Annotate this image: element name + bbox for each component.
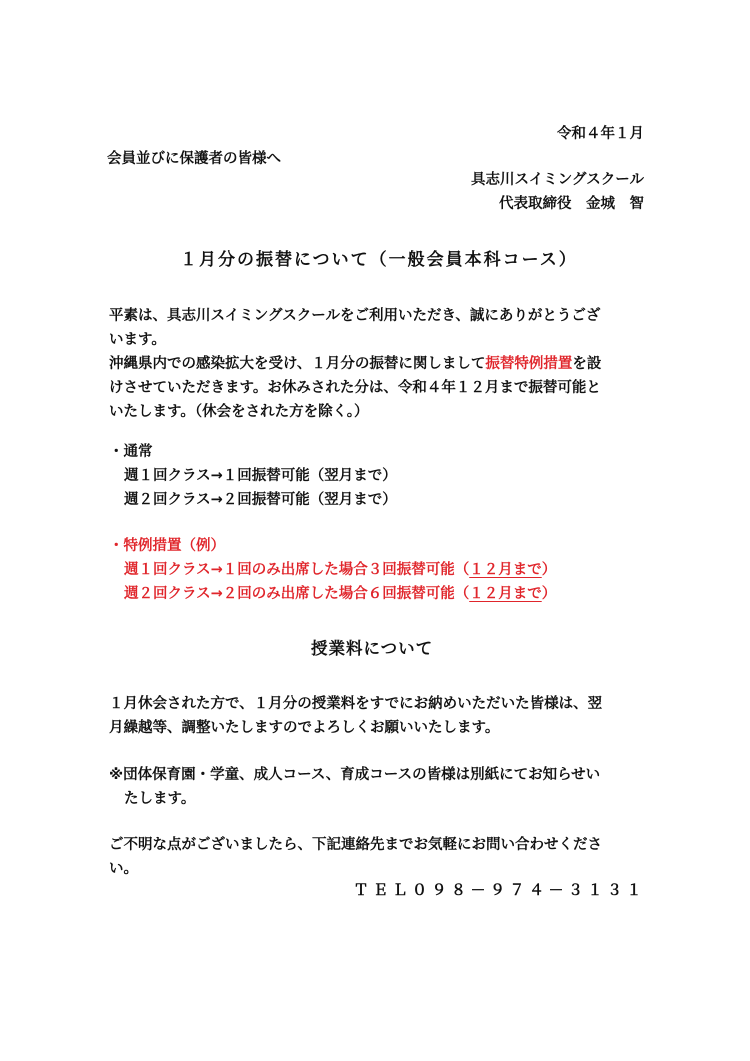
special-item-1-text: 週１回クラス→１回のみ出席した場合３回振替可能（ bbox=[124, 562, 470, 578]
recipient-line: 会員並びに保護者の皆様へ bbox=[107, 151, 281, 167]
contact-line-1: ご不明な点がございましたら、下記連絡先までお気軽にお問い合わせくださ bbox=[109, 837, 602, 853]
contact-line-2: い。 bbox=[109, 861, 138, 877]
special-measure-highlight: 振替特例措置 bbox=[485, 356, 573, 372]
normal-heading: ・通常 bbox=[109, 444, 153, 460]
intro-line-3-after: を設 bbox=[572, 356, 602, 372]
contact-telephone: ＴＥＬ０９８－９７４－３１３１ bbox=[353, 881, 646, 899]
intro-line-1: 平素は、具志川スイミングスクールをご利用いただき、誠にありがとうござ bbox=[109, 308, 601, 324]
normal-item-2: 週２回クラス→２回振替可能（翌月まで） bbox=[124, 492, 397, 508]
intro-line-4: けさせていただきます。お休みされた分は、令和４年１２月まで振替可能と bbox=[109, 380, 601, 396]
intro-line-3-before: 沖縄県内での感染拡大を受け、１月分の振替に関しまして bbox=[109, 356, 486, 372]
issue-date: 令和４年１月 bbox=[557, 126, 644, 142]
fee-title: 授業料について bbox=[311, 639, 434, 658]
special-item-2 bbox=[124, 584, 556, 604]
special-item-2-close: ） bbox=[541, 586, 557, 602]
note-line-1: ※団体保育園・学童、成人コース、育成コースの皆様は別紙にてお知らせい bbox=[109, 767, 601, 783]
special-item-2-deadline: １２月まで bbox=[469, 586, 542, 602]
organization-name: 具志川スイミングスクール bbox=[471, 172, 644, 188]
special-item-1-close: ） bbox=[541, 562, 557, 578]
special-item-2-text: 週２回クラス→２回のみ出席した場合６回振替可能（ bbox=[124, 586, 470, 602]
normal-item-1: 週１回クラス→１回振替可能（翌月まで） bbox=[124, 468, 397, 484]
special-item-1-deadline: １２月まで bbox=[469, 562, 542, 578]
note-line-2: たします。 bbox=[124, 791, 196, 807]
fee-line-1: １月休会された方で、１月分の授業料をすでにお納めいただいた皆様は、翌 bbox=[109, 696, 603, 712]
special-heading: ・特例措置（例） bbox=[109, 538, 225, 554]
intro-line-3 bbox=[109, 354, 601, 374]
notice-title: １月分の振替について（一般会員本科コース） bbox=[180, 250, 578, 270]
intro-line-5: いたします。（休会をされた方を除く。） bbox=[109, 404, 369, 420]
representative-name: 代表取締役 金城 智 bbox=[499, 196, 644, 212]
fee-line-2: 月繰越等、調整いたしますのでよろしくお願いいたします。 bbox=[109, 720, 500, 736]
intro-line-2: います。 bbox=[109, 332, 166, 348]
special-item-1 bbox=[124, 560, 556, 580]
